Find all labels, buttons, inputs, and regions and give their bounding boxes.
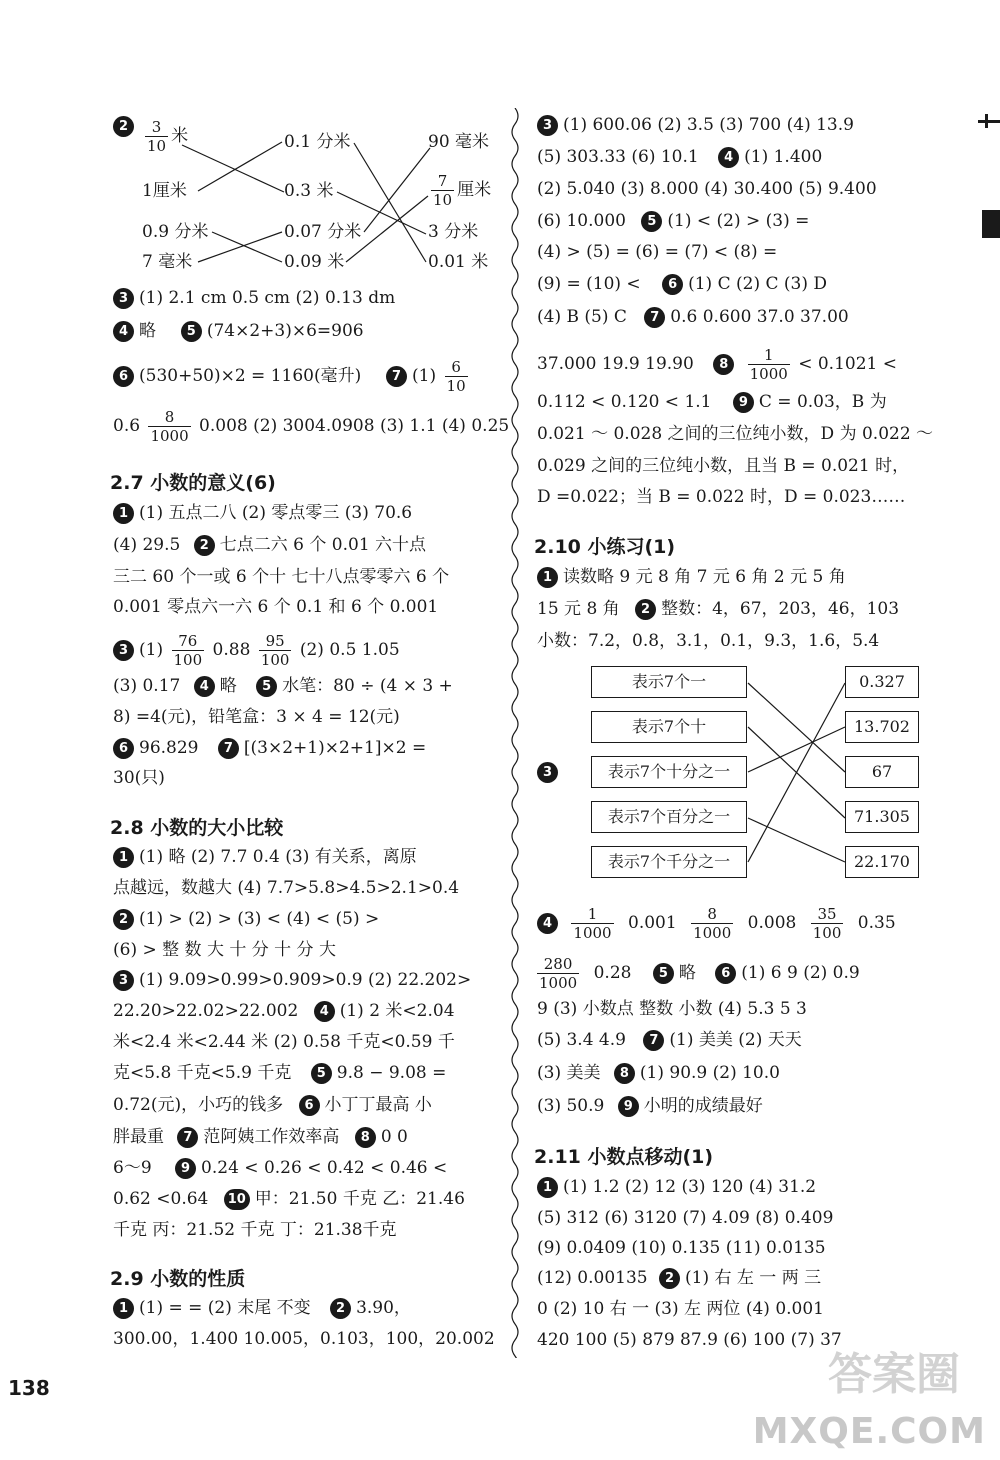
l-q3-line: 3 (1) 2.1 cm 0.5 cm (2) 0.13 dm [113,287,395,309]
watermark-logo: 答案圈 [828,1349,960,1400]
s27-line: (4) 29.5 2 七点二六 6 个 0.01 六十点 [113,535,427,555]
s27-line: 6 96.829 7 [(3×2+1)×2+1]×2 = [113,737,426,759]
r-line: (4) B (5) C 7 0.6 0.600 37.0 37.00 [537,307,849,327]
s28-line: 2 (1) > (2) > (3) < (4) < (5) > [113,908,379,930]
s210-line: (3) 美美 8 (1) 90.9 (2) 10.0 [537,1063,780,1083]
match-box-right: 0.327 [845,666,919,698]
badge-7: 7 [386,366,407,387]
badge-4: 4 [113,321,134,342]
match-box-right: 67 [845,756,919,788]
s211-line: (9) 0.0409 (10) 0.135 (11) 0.0135 [537,1238,826,1258]
s210-line: 小数：7.2，0.8，3.1，0.1，9.3，1.6，5.4 [537,631,880,651]
s28-line: (6) > 整 数 大 十 分 十 分 大 [113,940,336,960]
match-right-frac: $\frac{7}{10}$ 厘米 [433,172,492,209]
s210-line: 1 读数略 9 元 8 角 7 元 6 角 2 元 5 角 [537,566,846,588]
r-line: 0.112 < 0.120 < 1.1 9 C = 0.03，B 为 [537,392,887,412]
match-box-left: 表示7个一 [591,666,747,698]
s211-line: 0 (2) 10 右 一 (3) 左 两位 (4) 0.001 [537,1299,824,1319]
match-left-item: 0.9 分米 [142,222,209,242]
s27-line: 8) =4(元)，铅笔盒：3 × 4 = 12(元) [113,707,400,727]
badge-5: 5 [181,321,202,342]
match-box-right: 13.702 [845,711,919,743]
badge-3: 3 [537,762,558,783]
r-line: (9) = (10) < 6 (1) C (2) C (3) D [537,274,827,294]
r-line: (5) 303.33 (6) 10.1 4 (1) 1.400 [537,147,823,167]
l-q6-q7-line: 6 (530+50)×2 = 1160(毫升) 7 (1) $\frac{6}{10}$ [113,358,471,395]
section-2-8-title: 2.8 小数的大小比较 [110,817,284,839]
s211-line: 1 (1) 1.2 (2) 12 (3) 120 (4) 31.2 [537,1176,816,1198]
edge-tab-block [982,210,1000,238]
s28-line: 22.20>22.02>22.002 4 (1) 2 米<2.04 [113,1001,455,1021]
match-box-left: 表示7个十分之一 [591,756,747,788]
match-mid-item: 0.07 分米 [284,222,362,242]
s27-line: 1 (1) 五点二八 (2) 零点零三 (3) 70.6 [113,502,412,524]
s28-line: 千克 丙：21.52 千克 丁：21.38千克 [113,1220,397,1240]
s28-line: 胖最重 7 范阿姨工作效率高 8 0 0 [113,1127,408,1147]
match-box-left: 表示7个百分之一 [591,801,747,833]
match-left-item: 7 毫米 [142,252,193,272]
badge-3: 3 [113,288,134,309]
section-2-7-title: 2.7 小数的意义(6) [110,472,276,494]
r-line: 3 (1) 600.06 (2) 3.5 (3) 700 (4) 13.9 [537,114,854,136]
s211-line: (5) 312 (6) 3120 (7) 4.09 (8) 0.409 [537,1208,834,1228]
s28-line: 6～9 9 0.24 < 0.26 < 0.42 < 0.46 < [113,1158,448,1178]
s210-line: $\frac{280}{1000}$ 0.28 5 略 6 (1) 6 9 (2) 0.9 [539,955,860,992]
s210-line: 15 元 8 角 2 整数：4，67，203，46，103 [537,599,900,619]
section-2-9-title: 2.9 小数的性质 [110,1268,246,1290]
s28-line: 0.62 <0.64 10 甲：21.50 千克 乙：21.46 [113,1189,465,1209]
match-right-item: 0.01 米 [428,252,489,272]
match-box-left: 表示7个千分之一 [591,846,747,878]
r-line: (4) > (5) = (6) = (7) < (8) = [537,242,778,262]
s211-line: (12) 0.00135 2 (1) 右 左 一 两 三 [537,1268,822,1288]
match-mid-item: 0.3 米 [284,181,334,201]
r-line: (2) 5.040 (3) 8.000 (4) 30.400 (5) 9.400 [537,179,877,199]
s28-line: 克<5.8 千克<5.9 千克 5 9.8 − 9.08 = [113,1063,447,1083]
match-left-item: 1厘米 [142,181,187,201]
r-line: (6) 10.000 5 (1) < (2) > (3) = [537,211,810,231]
edge-tab-mark [985,114,988,128]
match-right-item: 90 毫米 [428,132,490,152]
s27-line: 0.001 零点六一六 6 个 0.1 和 6 个 0.001 [113,597,439,617]
section-2-10-title: 2.10 小练习(1) [534,536,676,558]
s210-line: (5) 3.4 4.9 7 (1) 美美 (2) 天天 [537,1030,802,1050]
r-line: 37.000 19.9 19.90 8 $\frac{1}{1000}$ < 0.1021 < [537,346,897,383]
match-mid-item: 0.09 米 [284,252,345,272]
s28-line: 3 (1) 9.09>0.99>0.909>0.9 (2) 22.202> [113,969,471,991]
watermark-url: MXQE.COM [752,1411,986,1452]
r-line: 0.029 之间的三位纯小数，且当 B = 0.021 时， [537,456,910,476]
match-right-item: 3 分米 [428,222,479,242]
s210-line: (3) 50.9 9 小明的成绩最好 [537,1096,763,1116]
s27-line: (3) 0.17 4 略 5 水笔：80 ÷ (4 × 3 + [113,676,453,696]
s210-line: 9 (3) 小数点 整数 小数 (4) 5.3 5 3 [537,999,807,1019]
match-left-frac: $\frac{3}{10}$ 米 [147,118,189,155]
s27-line: 30(只) [113,768,165,788]
s27-line: 三二 60 个一或 6 个十 七十八点零零六 6 个 [113,567,450,587]
r-line: 0.021 ～ 0.028 之间的三位纯小数，D 为 0.022 ～ [537,424,934,444]
s28-line: 0.72(元)，小巧的钱多 6 小丁丁最高 小 [113,1095,432,1115]
s29-line: 1 (1) = = (2) 末尾 不变 2 3.90， [113,1297,411,1319]
badge-6: 6 [113,366,134,387]
s28-line: 1 (1) 略 (2) 7.7 0.4 (3) 有关系，离原 [113,846,417,868]
s27-line: 3 (1) $\frac{76}{100}$ 0.88 $\frac{95}{100}$ (2) 0.5 1.05 [113,632,400,669]
match-mid-item: 0.1 分米 [284,132,351,152]
page-number: 138 [8,1376,50,1400]
s210-line: 4 $\frac{1}{1000}$ 0.001 $\frac{8}{1000}$ 0.008 $\frac{35}{100}$ 0.35 [537,905,902,942]
l-q7-cont: 0.6 $\frac{8}{1000}$ 0.008 (2) 3004.0908 (3) 1.1 (4) 0.25 [113,408,510,445]
l-q4-q5-line: 4 略 5 (74×2+3)×6=906 [113,320,364,342]
section-2-11-title: 2.11 小数点移动(1) [534,1146,714,1168]
s28-line: 点越远，数越大 (4) 7.7>5.8>4.5>2.1>0.4 [113,878,460,898]
s211-line: 420 100 (5) 879 87.9 (6) 100 (7) 37 [537,1330,842,1350]
match-box-right: 22.170 [845,846,919,878]
edge-tab-mark [978,120,1000,123]
match-box-right: 71.305 [845,801,919,833]
r-line: D =0.022；当 B = 0.022 时，D = 0.023…… [537,487,906,507]
match-box-left: 表示7个十 [591,711,747,743]
s28-line: 米<2.4 米<2.44 米 (2) 0.58 千克<0.59 千 [113,1032,455,1052]
s29-line: 300.00，1.400 10.005，0.103，100，20.002 [113,1329,495,1349]
badge-2: 2 [113,116,134,137]
